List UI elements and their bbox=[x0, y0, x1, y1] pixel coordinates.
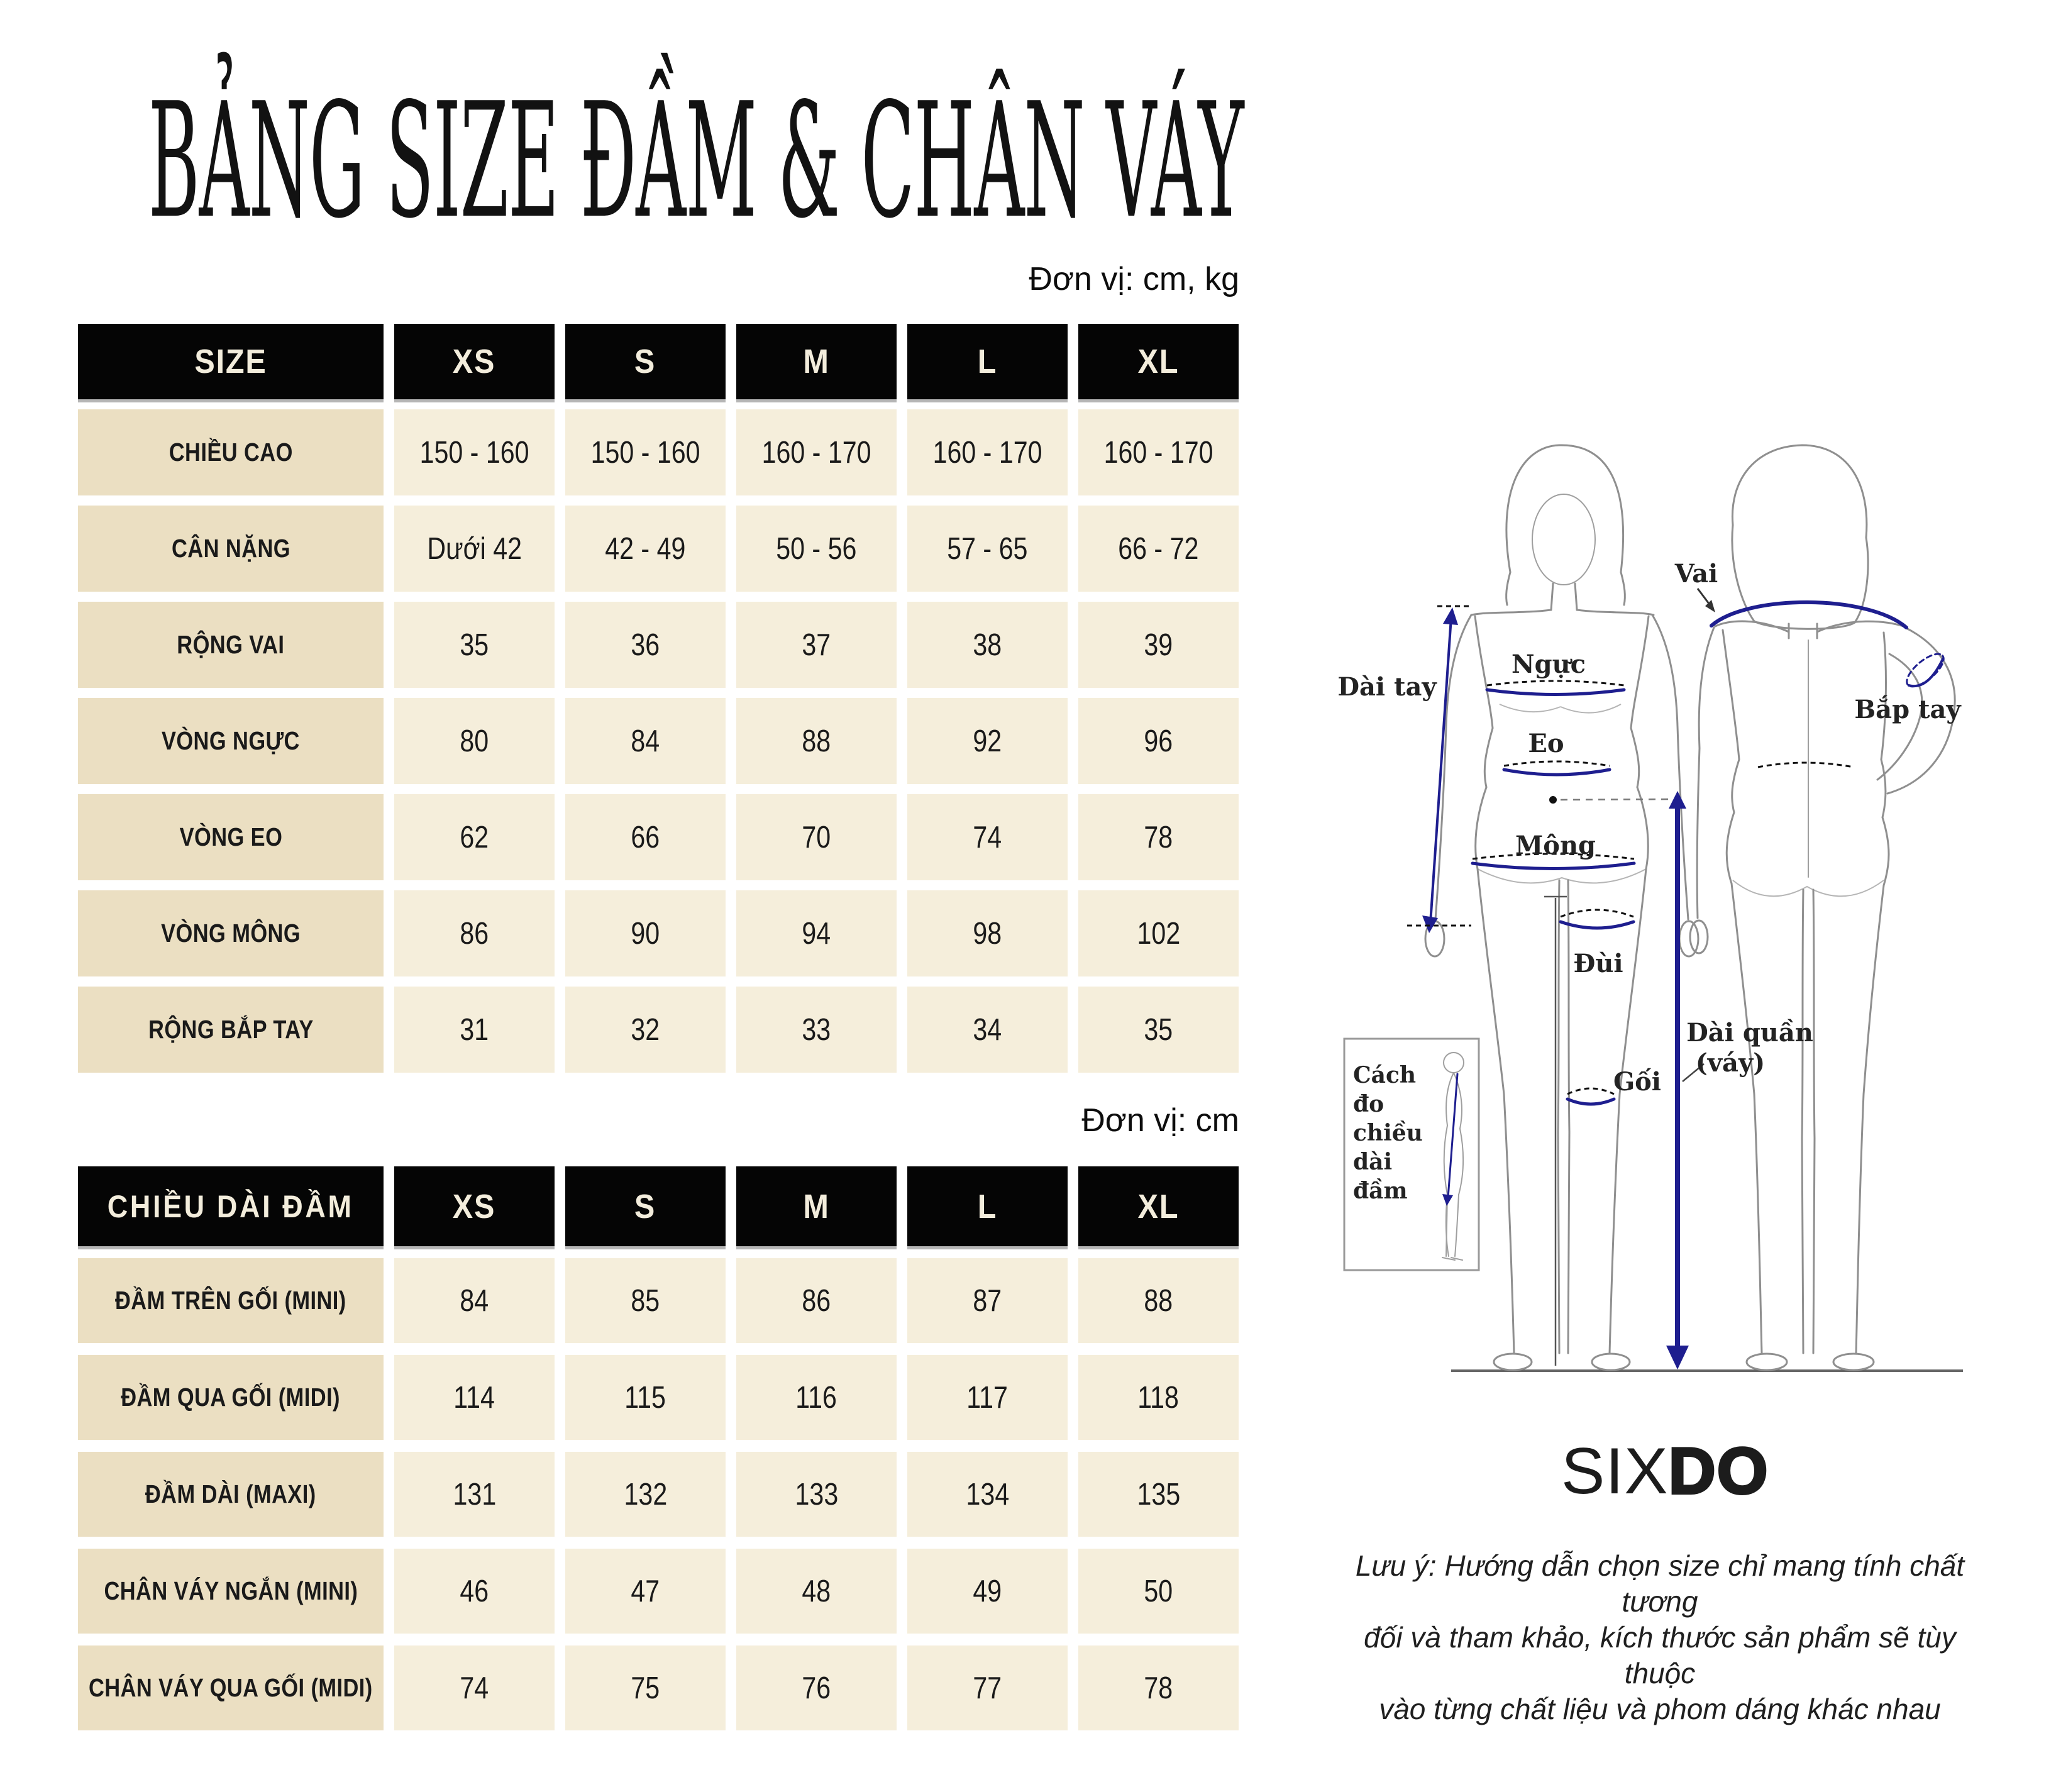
measurement-diagram bbox=[1289, 377, 2056, 1446]
table-cell: 98 bbox=[907, 890, 1068, 976]
table-cell: 50 - 56 bbox=[736, 506, 897, 592]
length-table-header-xl: XL bbox=[1078, 1166, 1239, 1246]
label-dui: Đùi bbox=[1573, 949, 1623, 978]
knee-line bbox=[1567, 1099, 1614, 1104]
table-cell: 150 - 160 bbox=[565, 409, 726, 495]
table-cell: 86 bbox=[736, 1258, 897, 1343]
table-cell: 75 bbox=[565, 1645, 726, 1730]
row-label-vong-mong: VÒNG MÔNG bbox=[78, 890, 384, 976]
table-cell: 49 bbox=[907, 1549, 1068, 1634]
table-cell: 31 bbox=[394, 987, 555, 1073]
table-cell: 50 bbox=[1078, 1549, 1239, 1634]
row-label-dam-tren-goi: ĐẦM TRÊN GỐI (MINI) bbox=[78, 1258, 384, 1343]
table-cell: 57 - 65 bbox=[907, 506, 1068, 592]
waist-line bbox=[1504, 770, 1610, 775]
page-title-text: BẢNG SIZE ĐẦM & CHÂN VÁY bbox=[148, 69, 1244, 253]
row-label-dam-qua-goi: ĐẦM QUA GỐI (MIDI) bbox=[78, 1355, 384, 1440]
disclaimer-line: Lưu ý: Hướng dẫn chọn size chỉ mang tính chất tương bbox=[1355, 1549, 1965, 1618]
inset-label-line4: dài bbox=[1353, 1149, 1393, 1175]
table-cell: 76 bbox=[736, 1645, 897, 1730]
table-cell: 133 bbox=[736, 1452, 897, 1537]
table-cell: 90 bbox=[565, 890, 726, 976]
table-cell: 116 bbox=[736, 1355, 897, 1440]
disclaimer-line: vào từng chất liệu và phom dáng khác nhau bbox=[1379, 1693, 1941, 1725]
table-cell: 84 bbox=[565, 698, 726, 784]
table-cell: 86 bbox=[394, 890, 555, 976]
table-cell: 34 bbox=[907, 987, 1068, 1073]
shoulder-line bbox=[1711, 602, 1906, 628]
row-label-vong-nguc: VÒNG NGỰC bbox=[78, 698, 384, 784]
row-label-rong-vai: RỘNG VAI bbox=[78, 602, 384, 688]
row-label-vong-eo: VÒNG EO bbox=[78, 794, 384, 880]
table-cell: 78 bbox=[1078, 1645, 1239, 1730]
length-table-header-label: CHIỀU DÀI ĐẦM bbox=[78, 1166, 384, 1246]
inset-label-line5: đầm bbox=[1353, 1178, 1408, 1204]
table-cell: 33 bbox=[736, 987, 897, 1073]
table-cell: 87 bbox=[907, 1258, 1068, 1343]
label-eo: Eo bbox=[1528, 729, 1564, 758]
table-cell: 134 bbox=[907, 1452, 1068, 1537]
table-cell: 66 bbox=[565, 794, 726, 880]
length-table-header-l: L bbox=[907, 1166, 1068, 1246]
label-dai-tay: Dài tay bbox=[1337, 672, 1437, 702]
length-table bbox=[78, 1166, 1239, 1730]
table-cell: 39 bbox=[1078, 602, 1239, 688]
label-goi: Gối bbox=[1613, 1067, 1662, 1097]
table-cell: 131 bbox=[394, 1452, 555, 1537]
inset-label-line1: Cách bbox=[1353, 1062, 1417, 1088]
inset-measure-box bbox=[1344, 1039, 1479, 1270]
table-cell: 160 - 170 bbox=[736, 409, 897, 495]
table-cell: 35 bbox=[1078, 987, 1239, 1073]
back-figure-outline bbox=[1690, 445, 1955, 1370]
length-table-header-s: S bbox=[565, 1166, 726, 1246]
table-cell: 94 bbox=[736, 890, 897, 976]
table-cell: 92 bbox=[907, 698, 1068, 784]
unit-note-top: Đơn vị: cm, kg bbox=[1029, 261, 1239, 297]
brand-logo-six: SIX bbox=[1561, 1435, 1669, 1508]
thigh-line bbox=[1561, 922, 1633, 928]
table-cell: 48 bbox=[736, 1549, 897, 1634]
table-cell: 96 bbox=[1078, 698, 1239, 784]
size-table-header-xs: XS bbox=[394, 324, 555, 399]
row-label-rong-bap-tay: RỘNG BẮP TAY bbox=[78, 987, 384, 1073]
row-label-can-nang: CÂN NẶNG bbox=[78, 506, 384, 592]
label-dai-quan-vay: (váy) bbox=[1695, 1048, 1766, 1078]
sleeve-length-arrow bbox=[1430, 617, 1451, 923]
row-label-chieu-cao: CHIỀU CAO bbox=[78, 409, 384, 495]
unit-note-bottom: Đơn vị: cm bbox=[1081, 1102, 1239, 1139]
label-nguc: Ngực bbox=[1512, 650, 1586, 679]
row-label-chan-vay-qua-goi: CHÂN VÁY QUA GỐI (MIDI) bbox=[78, 1645, 384, 1730]
hip-line bbox=[1473, 863, 1634, 869]
size-table-header-xl: XL bbox=[1078, 324, 1239, 399]
brand-logo bbox=[1561, 1435, 1769, 1508]
table-cell: 47 bbox=[565, 1549, 726, 1634]
label-dai-quan: Dài quần bbox=[1686, 1018, 1813, 1048]
label-vai: Vai bbox=[1674, 559, 1718, 589]
table-cell: 62 bbox=[394, 794, 555, 880]
row-label-dam-dai: ĐẦM DÀI (MAXI) bbox=[78, 1452, 384, 1537]
table-cell: 118 bbox=[1078, 1355, 1239, 1440]
table-cell: 32 bbox=[565, 987, 726, 1073]
chest-line bbox=[1487, 690, 1624, 695]
table-cell: 85 bbox=[565, 1258, 726, 1343]
table-cell: Dưới 42 bbox=[394, 506, 555, 592]
size-table-header-size: SIZE bbox=[78, 324, 384, 399]
table-cell: 84 bbox=[394, 1258, 555, 1343]
brand-logo-do: DO bbox=[1668, 1435, 1769, 1508]
table-cell: 38 bbox=[907, 602, 1068, 688]
size-table bbox=[78, 324, 1239, 1073]
table-cell: 35 bbox=[394, 602, 555, 688]
table-cell: 42 - 49 bbox=[565, 506, 726, 592]
table-cell: 80 bbox=[394, 698, 555, 784]
table-cell: 70 bbox=[736, 794, 897, 880]
table-cell: 74 bbox=[394, 1645, 555, 1730]
size-table-header-l: L bbox=[907, 324, 1068, 399]
disclaimer-note bbox=[1336, 1548, 1984, 1727]
length-table-header-xs: XS bbox=[394, 1166, 555, 1246]
size-table-header-s: S bbox=[565, 324, 726, 399]
length-table-header-m: M bbox=[736, 1166, 897, 1246]
table-cell: 78 bbox=[1078, 794, 1239, 880]
table-cell: 114 bbox=[394, 1355, 555, 1440]
table-cell: 46 bbox=[394, 1549, 555, 1634]
table-cell: 115 bbox=[565, 1355, 726, 1440]
label-bap-tay: Bắp tay bbox=[1854, 695, 1961, 724]
table-cell: 88 bbox=[736, 698, 897, 784]
table-cell: 160 - 170 bbox=[1078, 409, 1239, 495]
disclaimer-line: đối và tham khảo, kích thước sản phẩm sẽ tùy thuộc bbox=[1364, 1621, 1956, 1690]
table-cell: 66 - 72 bbox=[1078, 506, 1239, 592]
table-cell: 102 bbox=[1078, 890, 1239, 976]
label-mong: Mông bbox=[1515, 831, 1596, 860]
inset-label-line2: đo bbox=[1353, 1091, 1384, 1117]
table-cell: 135 bbox=[1078, 1452, 1239, 1537]
table-cell: 160 - 170 bbox=[907, 409, 1068, 495]
table-cell: 37 bbox=[736, 602, 897, 688]
row-label-chan-vay-ngan: CHÂN VÁY NGẮN (MINI) bbox=[78, 1549, 384, 1634]
table-cell: 150 - 160 bbox=[394, 409, 555, 495]
table-cell: 117 bbox=[907, 1355, 1068, 1440]
table-cell: 36 bbox=[565, 602, 726, 688]
size-table-header-m: M bbox=[736, 324, 897, 399]
table-cell: 74 bbox=[907, 794, 1068, 880]
table-cell: 77 bbox=[907, 1645, 1068, 1730]
table-cell: 88 bbox=[1078, 1258, 1239, 1343]
table-cell: 132 bbox=[565, 1452, 726, 1537]
inset-label-line3: chiều bbox=[1353, 1120, 1423, 1146]
page-title bbox=[148, 69, 2056, 253]
